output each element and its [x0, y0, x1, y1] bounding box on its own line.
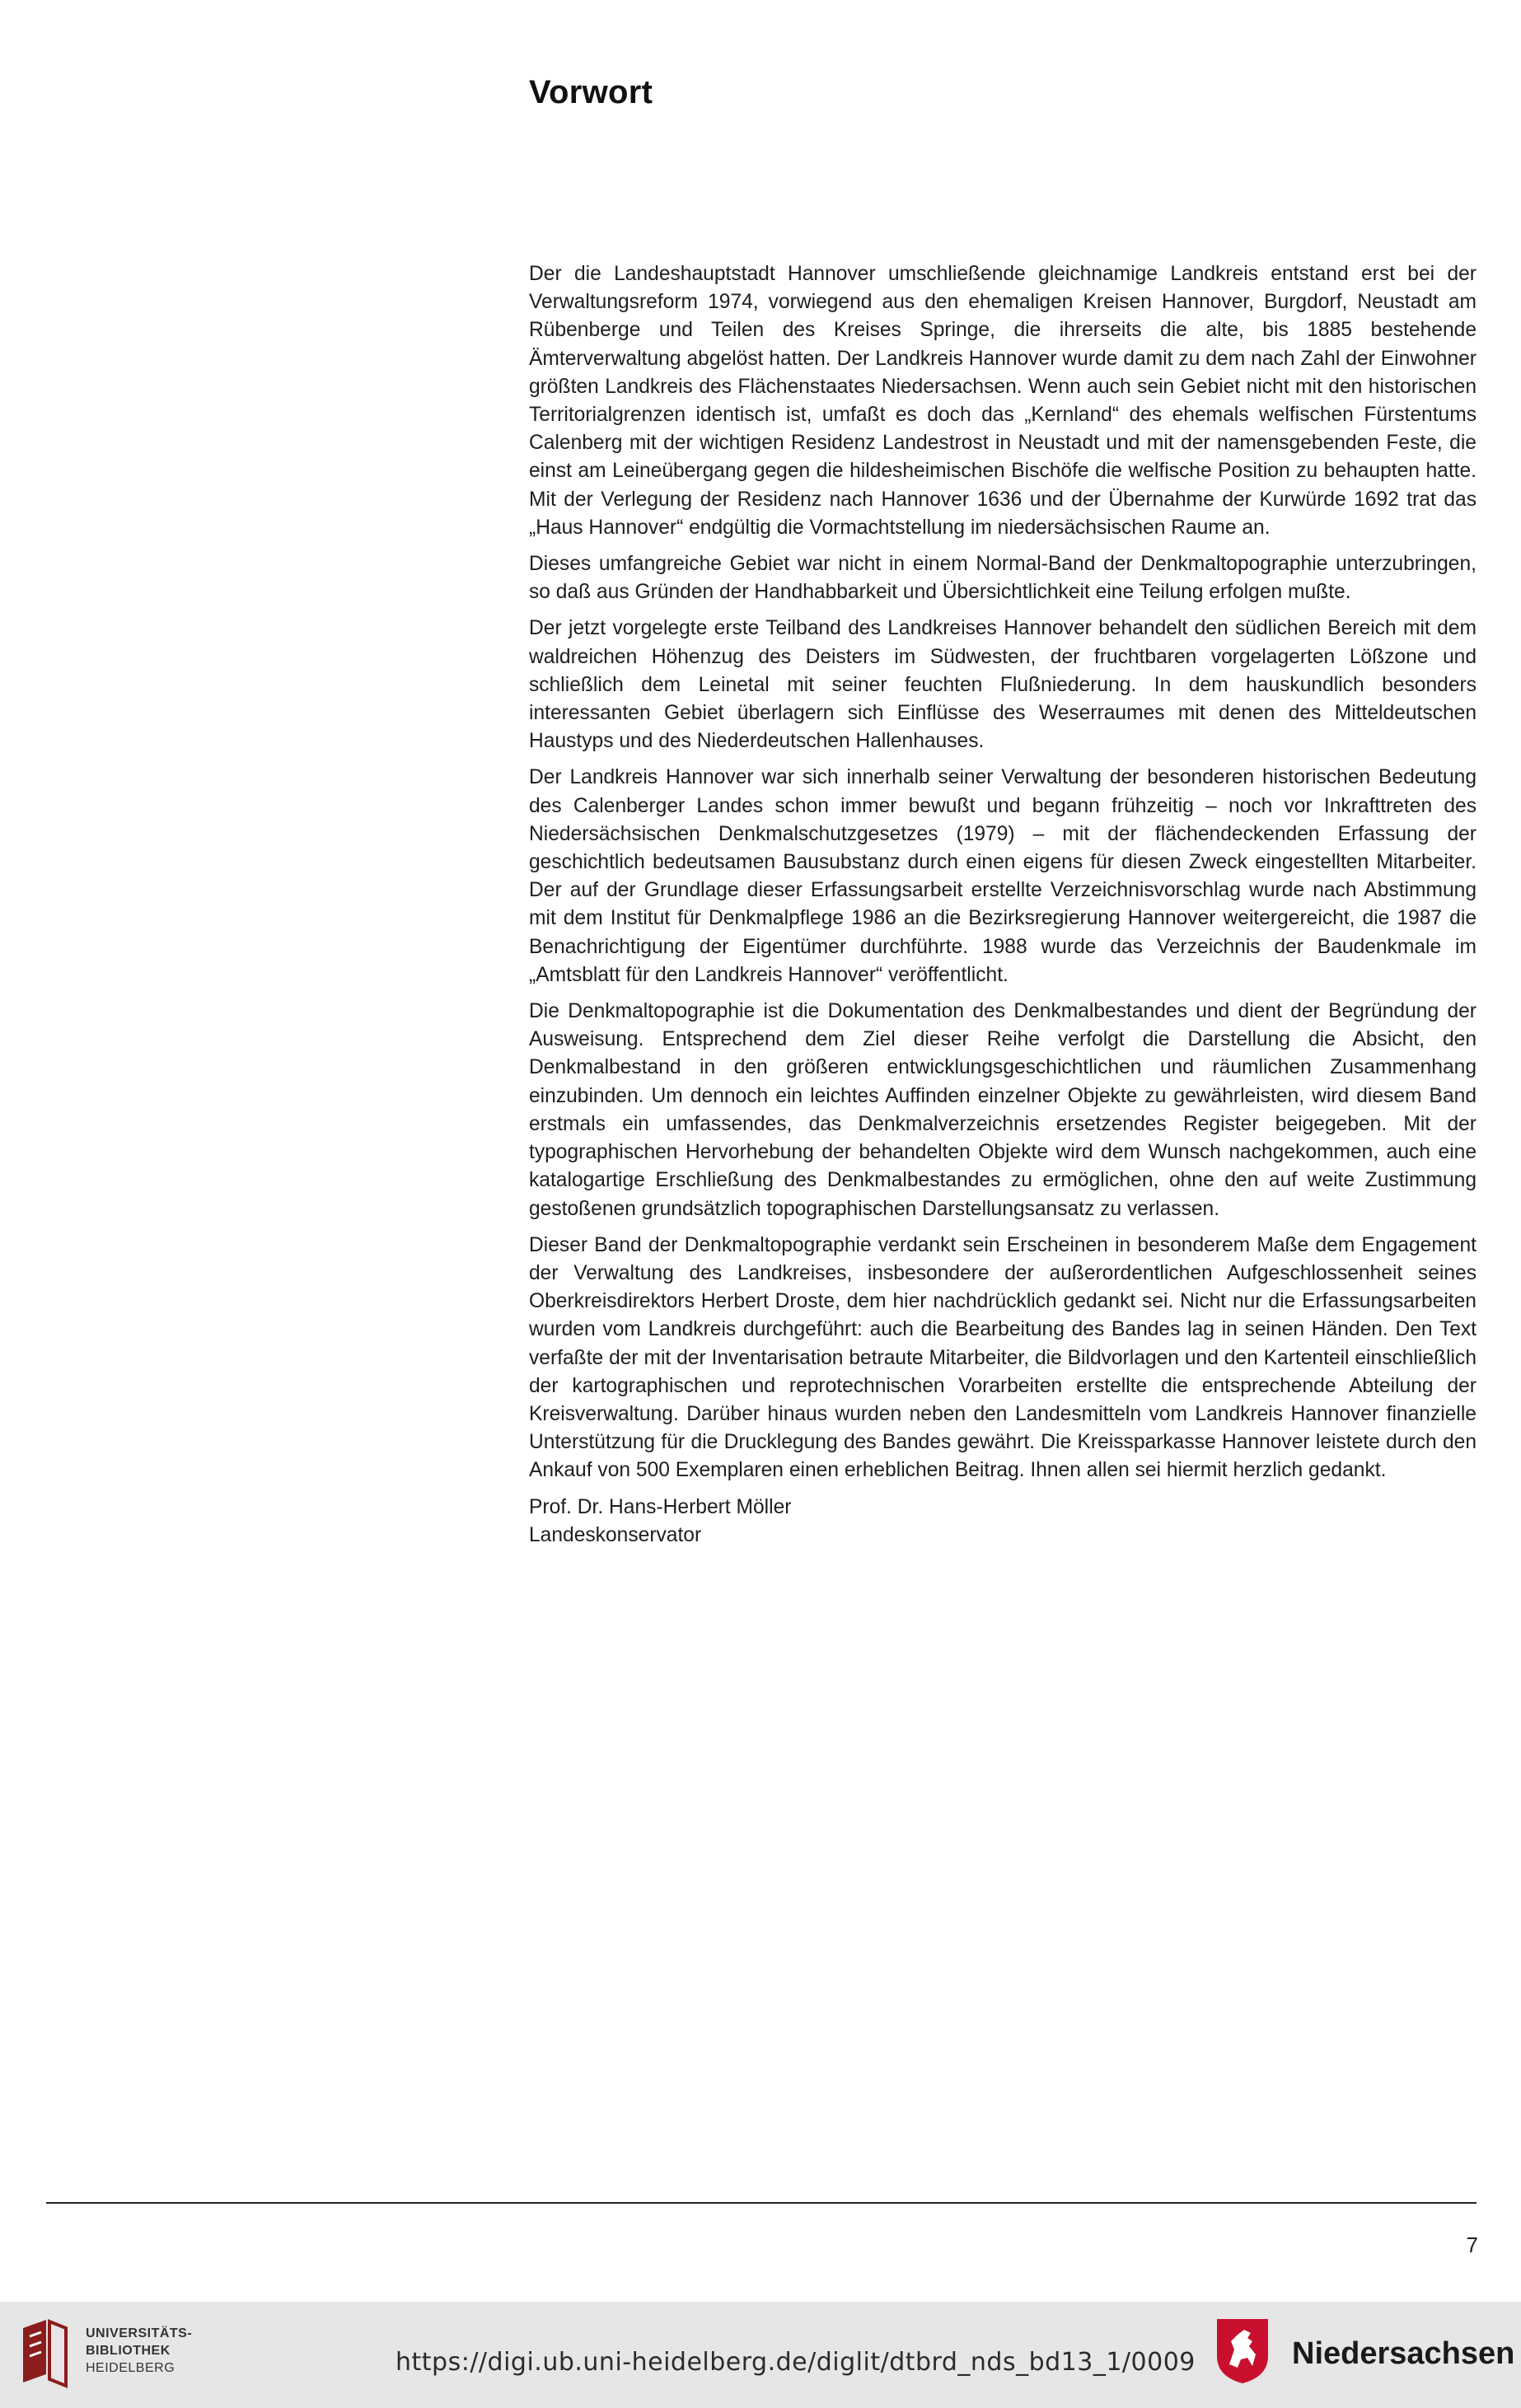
library-name-line3: HEIDELBERG	[86, 2361, 176, 2375]
document-url-link[interactable]: https://digi.ub.uni-heidelberg.de/diglit/dtbrd_nds_bd13_1/0009	[395, 2348, 1196, 2377]
foreword-body	[529, 260, 1477, 1550]
footer-rule	[46, 2202, 1477, 2204]
state-name: Niedersachsen	[1292, 2336, 1515, 2371]
signature-name: Prof. Dr. Hans-Herbert Möller	[529, 1495, 792, 1518]
signature-role: Landeskonservator	[529, 1523, 702, 1546]
paragraph-1: Der die Landeshauptstadt Hannover umschließende gleichnamige Landkreis entstand erst bei der Verwaltungsreform 1974, vorwiegend aus den ehemaligen Kreisen Hannover, Burgdorf, Neustadt am Rübenberge und Teilen des Kreises Springe, die ihrerseits die alte, bis 1885 bestehende Ämterverwaltung abgelöst hatten. Der Landkreis Hannover wurde damit zu dem nach Zahl der Einwohner größten Landkreis des Flächenstaates Niedersachsen. Wenn auch sein Gebiet nicht mit den historischen Territorialgrenzen identisch ist, umfaßt es doch das „Kernland“ des ehemals welfischen Fürstentums Calenberg mit der wichtigen Residenz Landestrost in Neustadt und mit der namensgebenden Feste, die einst am Leineübergang gegen die hildesheimischen Bischöfe die welfische Position zu behaupten hatte. Mit der Verlegung der Residenz nach Hannover 1636 und der Übernahme der Kurwürde 1692 trat das „Haus Hannover“ endgültig die Vormachtstellung im niedersächsischen Raume an.	[529, 263, 1477, 539]
paragraph-3: Der jetzt vorgelegte erste Teilband des Landkreises Hannover behandelt den südlichen Bereich mit dem waldreichen Höhenzug des Deisters im Südwesten, der fruchtbaren vorgelagerten Lößzone und schließlich dem Leinetal mit seiner feuchten Flußniederung. In dem hauskundlich besonders interessanten Gebiet überlagern sich Einflüsse des Weserraumes mit denen des Mitteldeutschen Haustyps und des Niederdeutschen Hallenhauses.	[529, 617, 1477, 753]
page-number: 7	[1466, 2233, 1478, 2257]
library-book-icon	[18, 2317, 69, 2391]
library-name-line1: UNIVERSITÄTS-	[86, 2326, 193, 2340]
library-name	[86, 2325, 192, 2377]
page-title: Vorwort	[529, 74, 653, 110]
paragraph-5: Die Denkmaltopographie ist die Dokumentation des Denkmalbestandes und dient der Begründung der Ausweisung. Entsprechend dem Ziel dieser Reihe verfolgt die Darstellung die Absicht, den Denkmalbestand in den größeren entwicklungsgeschichtlichen und räumlichen Zusammenhang einzubinden. Um dennoch ein leichtes Auffinden einzelner Objekte zu gewährleisten, wird diesem Band erstmals ein umfassendes, das Denkmalverzeichnis ersetzendes Register beigegeben. Mit der typographischen Hervorhebung der behandelten Objekte wird dem Wunsch nachgekommen, auch eine katalogartige Erschließung des Denkmalbestandes zu ermöglichen, ohne den auf weite Zustimmung gestoßenen grundsätzlich topographischen Darstellungsansatz zu verlassen.	[529, 1000, 1477, 1220]
paragraph-4: Der Landkreis Hannover war sich innerhalb seiner Verwaltung der besonderen historischen Bedeutung des Calenberger Landes schon immer bewußt und begann frühzeitig – noch vor Inkrafttreten des Niedersächsischen Denkmalschutzgesetzes (1979) – mit der flächendeckenden Erfassung der geschichtlich bedeutsamen Bausubstanz durch einen eigens für diesen Zweck eingestellten Mitarbeiter. Der auf der Grundlage dieser Erfassungsarbeit erstellte Verzeichnisvorschlag wurde nach Abstimmung mit dem Institut für Denkmalpflege 1986 an die Bezirksregierung Hannover weitergereicht, die 1987 die Benachrichtigung der Eigentümer durchführte. 1988 wurde das Verzeichnis der Baudenkmale im „Amtsblatt für den Landkreis Hannover“ veröffentlicht.	[529, 766, 1477, 986]
paragraph-6: Dieser Band der Denkmaltopographie verdankt sein Erscheinen in besonderem Maße dem Engagement der Verwaltung des Landkreises, insbesondere der außerordentlichen Aufgeschlossenheit seines Oberkreisdirektors Herbert Droste, dem hier nachdrücklich gedankt sei. Nicht nur die Erfassungsarbeiten wurden vom Landkreis durchgeführt: auch die Bearbeitung des Bandes lag in seinen Händen. Den Text verfaßte der mit der Inventarisation betraute Mitarbeiter, die Bildvorlagen und den Kartenteil einschließlich der kartographischen und reprotechnischen Vorarbeiten erstellte die entsprechende Abteilung der Kreisverwaltung. Darüber hinaus wurden neben den Landesmitteln vom Landkreis Hannover finanzielle Unterstützung für die Drucklegung des Bandes gewährt. Die Kreissparkasse Hannover leistete durch den Ankauf von 500 Exemplaren einen erheblichen Beitrag. Ihnen allen sei hiermit herzlich gedankt.	[529, 1233, 1477, 1482]
saxon-steed-icon	[1214, 2317, 1271, 2386]
paragraph-2: Dieses umfangreiche Gebiet war nicht in einem Normal-Band der Denkmaltopographie unterzubringen, so daß aus Gründen der Handhabbarkeit und Übersichtlichkeit eine Teilung erfolgen mußte.	[529, 553, 1477, 604]
library-name-line2: BIBLIOTHEK	[86, 2344, 171, 2358]
signature-block	[529, 1494, 1477, 1550]
